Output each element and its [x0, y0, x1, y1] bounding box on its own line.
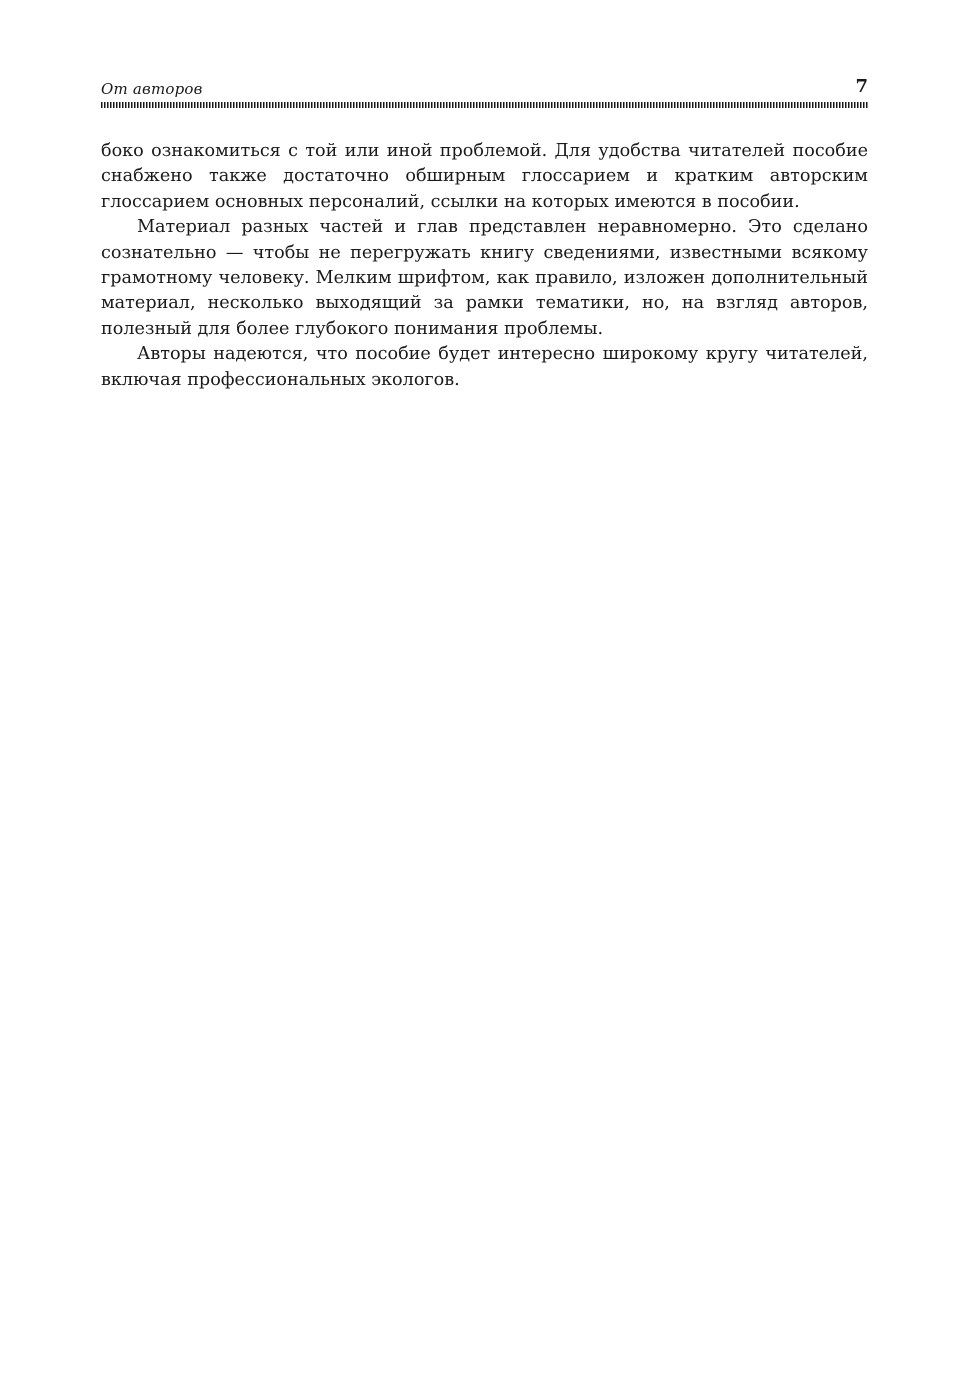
paragraph-material: Материал разных частей и глав представлен неравномерно. Это сделано сознательно — чтобы не перегружать книгу сведениями, известными всякому грамотному человеку. Мелким шрифтом, как правило, изложен дополнительный материал, несколько выходящий за рамки тематики, но, на взгляд авторов, полезный для более глубокого понимания проблемы.: [101, 217, 868, 339]
running-head: [101, 76, 868, 100]
header-dotted-rule: [101, 102, 868, 108]
paragraph-continued: боко ознакомиться с той или иной проблемой. Для удобства читателей пособие снабжено также достаточно обширным глоссарием и кратким авторским глоссарием основных персоналий, ссылки на которых имеются в пособии.: [101, 141, 868, 212]
page-number: 7: [855, 76, 868, 97]
running-title: От авторов: [101, 80, 203, 98]
book-page: [101, 0, 868, 1388]
paragraph-authors-hope: Авторы надеются, что пособие будет интересно широкому кругу читателей, включая профессиональных экологов.: [101, 344, 868, 390]
body-text: [101, 139, 868, 393]
